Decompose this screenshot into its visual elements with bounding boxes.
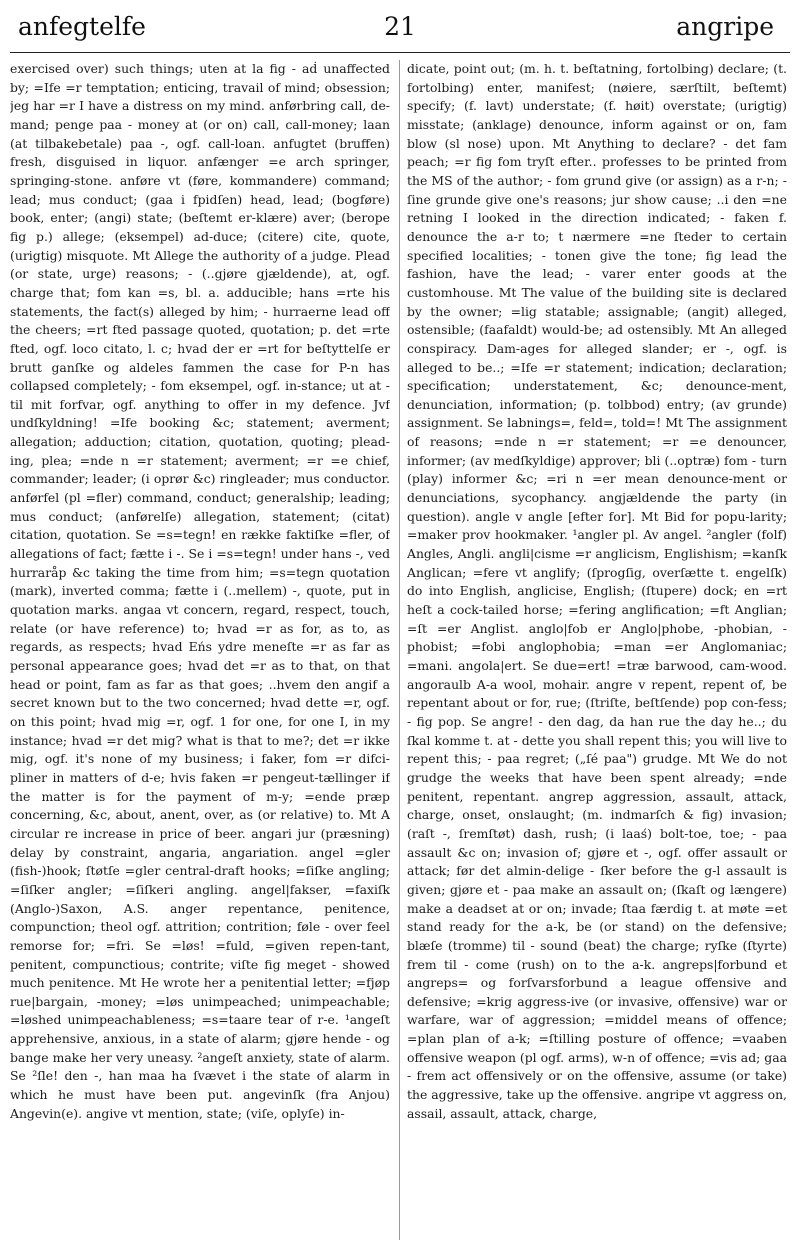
left-column [10, 60, 390, 1245]
page-number: 21 [384, 12, 416, 41]
page-header [0, 6, 800, 52]
right-column [407, 60, 787, 1245]
column-divider [399, 60, 400, 1240]
left-column-text: exercised over) such things; uten at la fig - aḋ unaffected by; =Ife =r temptation; enticing, travail of mind; obsession; jeg har =r I have a distress on my mind. anførbring call, de-mand; penge paa - money at (or on) call, call-money; laan (at tilbakebetale) paa -, ogf. call-loan. anfugtet (bruffen) fresh, disguised in liquor. anfænger =e arch springer, springing-stone. anføre vt (føre, kommandere) command; lead; mus conduct; (gaa i fpidſen) head, lead; (bogføre) book, enter; (angi) state; (beſtemt er-klære) aver; (berope fig p.) allege; (eksempel) ad-duce; (citere) cite, quote, (urigtig) misquote. Mt Allege the authority of a judge. Plead (or state, urge) reasons; - (..gjøre gjældende), at, ogf. charge that; fom kan =s, bl. a. adducible; hans =rte his statements, the fact(s) alleged by him; - hurraerne lead off the cheers; =rt fted passage quoted, quotation; p. det =rte fted, ogf. loco citato, l. c; hvad der er =rt for beſtyttelſe er brutt ganſke og aldeles fammen the case for P-n has collapsed completely; - fom eksempel, ogf. in-stance; ut at - til mit forfvar, ogf. anything to offer in my defence. Jvf undſkyldning! =Ife booking &c; statement; averment; allegation; adduction; citation, quotation, quoting; plead-ing, plea; =nde n =r statement; averment; =r =e chief, commander; leader; (i oprør &c) ringleader; mus conductor. anførfel (pl =fler) command, conduct; generalship; leading; mus conduct; (anførelſe) allegation, statement; (citat) citation, quotation. Se =s=tegn! en række faktiſke =fler, of allegations of fact; fætte i -. Se i =s=tegn! under hans -, ved hurraråp &c taking the time from him; =s=tegn quotation (mark), inverted comma; fætte i (..mellem) -, quote, put in quotation marks. angaa vt concern, regard, respect, touch, relate (or have reference) to; hvad =r as for, as to, as regards, as respects; hvad Eńs ydre meneſte =r as far as personal appearance goes; hvad det =r as to that, on that head or point, fam as far as that goes; ..hvem den angif a secret known but to the two concerned; hvad dette =r, ogf. on this point; hvad mig =r, ogf. 1 for one, for one I, in my instance; hvad =r det mig? what is that to me?; det =r ikke mig, ogf. it's none of my business; i faker, fom =r difci-pliner in matters of d-e; hvis faken =r pengeut-tællinger if the matter is for the payment of m-y; =ende præp concerning, &c, about, anent, over, as (or relative) to. Mt A circular re increase in price of beer. angari jur (præsning) delay by constraint, angaria, angariation. angel =gler (fish-)hook; ſtøtſe =gler central-draft hooks; =ſiſke angling; =ſiſker angler; =ſiſkeri angling. angel|fakser, =faxiſk (Anglo-)Saxon, A.S. anger repentance, penitence, compunction; theol ogf. attrition; contrition; føle - over feel remorse for; =fri. Se =løs! =fuld, =given repen-tant, penitent, compunctious; contrite; viſte fig meget - showed much penitence. Mt He wrote her a penitential letter; =fjøp rue|bargain, -money; =løs unimpeached; unimpeachable; =løshed unimpeachableness; =s=taare tear of r-e. ¹angeſt apprehensive, anxious, in a state of alarm; gjøre hende - og bange make her very uneasy. ²angeſt anxiety, state of alarm. Se ²ſle! den -, han maa ha ſvævet i the state of alarm in which he must have been put. angevinſk (fra Anjou) Angevin(e). angive vt mention, state; (viſe, oplyſe) in- [10, 61, 390, 1121]
right-guide-word: angripe [676, 12, 774, 41]
left-guide-word: anfegtelfe [18, 12, 146, 41]
right-column-text: dicate, point out; (m. h. t. beſtatning, fortolbing) declare; (t. fortolbing) enter, manifest; (nøiere, særſtilt, beſtemt) specify; (f. lavt) understate; (f. høit) overstate; (urigtig) misstate; (anklage) denounce, inform against or on, fam blow (sl nose) upon. Mt Anything to declare? - det fam peach; =r fig fom tryſt efter.. professes to be printed from the MS of the author; - fom grund give (or assign) as a r-n; - ſine grunde give one's reasons; jur show cause; ..i den =ne retning I looked in the direction indicated; - faken f. denounce the a-r to; t nærmere =ne ſteder to certain specified localities; - tonen give the tone; fig lead the fashion, have the lead; - varer enter goods at the customhouse. Mt The value of the building site is declared by the owner; =lig statable; assignable; (angit) alleged, ostensible; (faafaldt) would-be; ad ostensibly. Mt An alleged conspiracy. Dam-ages for alleged slander; er -, ogf. is alleged to be..; =Ife =r statement; indication; declaration; specification; understatement, &c; denounce-ment, denunciation, information; (p. tolbbod) entry; (av grunde) assignment. Se labnings=, feld=, told=! Mt The assignment of reasons; =nde n =r statement; =r =e denouncer, informer; (av medſkyldige) approver; bli (..optræ) fom - turn (play) informer &c; =ri n =er mean denounce-ment or denunciations, sycophancy. angjældende the party (in question). angle v angle [efter for]. Mt Bid for popu-larity; =maker prov hookmaker. ¹angler pl. Av angel. ²angler (folf) Angles, Angli. angli|cisme =r anglicism, Englishism; =kanſk Anglican; =fere vt anglify; (ſprogſig, overſætte t. engelſk) do into English, anglicise, English; (ſtupere) dock; en =rt heſt a cock-tailed horse; =fering anglification; =ft Anglian; =ſt =er Anglist. anglo|fob er Anglo|phobe, -phobian, -phobist; =fobi anglophobia; =man =er Anglomaniac; =mani. angola|ert. Se due=ert! =træ barwood, cam-wood. angoraulb A-a wool, mohair. angre v repent, repent of, be repentant about or for, rue; (ſtriſte, beſtſende) pop con-fess; - fig pop. Se angre! - den dag, da han rue the day he..; du ſkal komme t. at - dette you shall repent this; you will live to repent this; - paa regret; („ſé paa") grudge. Mt We do not grudge the weeks that have been spent already; =nde penitent, repentant. angrep aggression, assault, attack, charge, onset, onslaught; (m. indmarſch & fig) invasion; (raſt -, ſremſtøt) dash, rush; (i laaś) bolt-toe, toe; - paa assault &c on; invasion of; gjøre et -, ogf. offer assault or attack; før det almin-delige - ſker before the g-l assault is given; gjøre et - paa make an assault on; (ſkaſt og længere) make a deadset at or on; invade; ſtaa færdig t. at møte =et stand ready for the a-k, be (or stand) on the defensive; blæſe (tromme) til - sound (beat) the charge; ryſke (ſtyrte) frem til - come (rush) on to the a-k. angreps|forbund et angreps= og forſvarsforbund a league offensive and defensive; =krig aggress-ive (or invasive, offensive) war or warfare, war of aggression; =middel means of offence; =plan plan of a-k; =ſtilling posture of offence; =vaaben offensive weapon (pl ogf. arms), w-n of offence; =vis ad; gaa - frem act offensively or on the offensive, assume (or take) the aggressive, take up the offensive. angripe vt aggress on, assail, assault, attack, charge, [407, 61, 787, 1121]
header-rule [10, 52, 790, 53]
